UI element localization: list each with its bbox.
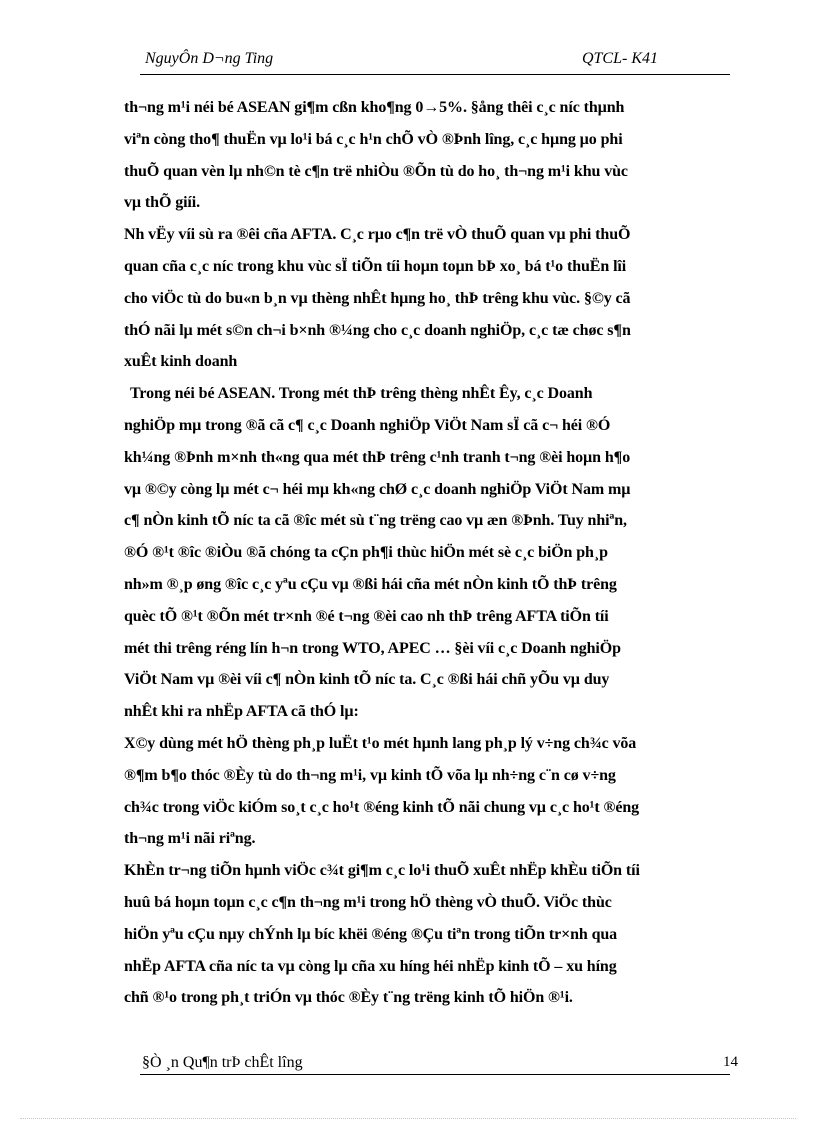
body-line: huû bá hoµn toµn c¸c c¶n th¬ng m¹i trong hÖ thèng vÒ thuÕ. ViÖc thùc xyxy=(124,893,612,911)
footer-title: §Ò ¸n Qu¶n trÞ chÊt lîng xyxy=(142,1054,303,1071)
body-line: th¬ng m¹i néi bé ASEAN gi¶m cßn kho¶ng 0→5%. §ång thêi c¸c níc thµnh xyxy=(124,99,625,116)
body-line: ®Ó ®¹t ®îc ®iÒu ®ã chóng ta cÇn ph¶i thùc hiÖn mét sè c¸c biÖn ph¸p xyxy=(124,544,608,562)
body-line: xuÊt kinh doanh xyxy=(124,353,238,371)
page-number: 14 xyxy=(723,1054,738,1070)
body-line: c¶ nÒn kinh tÕ níc ta cã ®îc mét sù t¨ng trëng cao vµ æn ®Þnh. Tuy nhiªn, xyxy=(124,512,627,530)
body-line: quan cña c¸c níc trong khu vùc sÏ tiÕn tíi hoµn toµn bÞ xo¸ bá t¹o thuËn lîi xyxy=(124,257,627,275)
header-class-code: QTCL- K41 xyxy=(581,50,658,67)
body-line: ch¾c trong viÖc kiÓm so¸t c¸c ho¹t ®éng kinh tÕ nãi chung vµ c¸c ho¹t ®éng xyxy=(124,798,640,816)
page-edge-divider xyxy=(20,1118,796,1119)
page-footer xyxy=(140,1052,738,1075)
body-line: X©y dùng mét hÖ thèng ph¸p luËt t¹o mét hµnh lang ph¸p lý v÷ng ch¾c võa xyxy=(124,734,637,752)
page-header xyxy=(140,50,730,75)
body-line: chñ ®¹o trong ph¸t triÓn vµ thóc ®Èy t¨ng trëng kinh tÕ hiÖn ®¹i. xyxy=(124,989,573,1007)
body-line: cho viÖc tù do bu«n b¸n vµ thèng nhÊt hµng ho¸ thÞ trêng khu vùc. §©y cã xyxy=(124,289,631,307)
header-author: NguyÔn D¬ng Ting xyxy=(145,50,274,67)
body-line: Nh vËy víi sù ra ®êi cña AFTA. C¸c rµo c¶n trë vÒ thuÕ quan vµ phi thuÕ xyxy=(124,226,631,244)
body-line: th¬ng m¹i nãi riªng. xyxy=(124,830,256,848)
body-text xyxy=(124,92,760,1014)
body-line: nhÊt khi ra nhËp AFTA cã thÓ lµ: xyxy=(124,703,359,721)
body-line: nh»m ®¸p øng ®îc c¸c yªu cÇu vµ ®ßi hái cña mét nÒn kinh tÕ thÞ trêng xyxy=(124,575,617,593)
body-line: thuÕ quan vèn lµ nh©n tè c¶n trë nhiÒu ®Õn tù do ho¸ th¬ng m¹i khu vùc xyxy=(124,162,628,180)
body-line: nhËp AFTA cña níc ta vµ còng lµ cña xu híng héi nhËp kinh tÕ – xu híng xyxy=(124,957,617,975)
body-line: nghiÖp mµ trong ®ã cã c¶ c¸c Doanh nghiÖp ViÖt Nam sÏ cã c¬ héi ®Ó xyxy=(124,416,611,434)
body-line: kh¼ng ®Þnh m×nh th«ng qua mét thÞ trêng c¹nh tranh t¬ng ®èi hoµn h¶o xyxy=(124,448,631,466)
body-line: quèc tÕ ®¹t ®Õn mét tr×nh ®é t¬ng ®èi cao nh thÞ trêng AFTA tiÕn tíi xyxy=(124,607,609,625)
body-line: KhÈn tr¬ng tiÕn hµnh viÖc c¾t gi¶m c¸c lo¹i thuÕ xuÊt nhËp khÈu tiÕn tíi xyxy=(124,862,640,880)
body-line: ViÖt Nam vµ ®èi víi c¶ nÒn kinh tÕ níc ta. C¸c ®ßi hái chñ yÕu vµ duy xyxy=(124,671,610,689)
body-line: vµ ®©y còng lµ mét c¬ héi mµ kh«ng chØ c¸c doanh nghiÖp ViÖt Nam mµ xyxy=(124,480,631,498)
body-line: viªn còng tho¶ thuËn vµ lo¹i bá c¸c h¹n chÕ vÒ ®Þnh lîng, c¸c hµng µo phi xyxy=(124,130,623,148)
body-line: thÓ nãi lµ mét s©n ch¬i b×nh ®¼ng cho c¸c doanh nghiÖp, c¸c tæ chøc s¶n xyxy=(124,321,631,339)
body-line: hiÖn yªu cÇu nµy chÝnh lµ bíc khëi ®éng ®Çu tiªn trong tiÕn tr×nh qua xyxy=(124,925,618,943)
body-line: ®¶m b¶o thóc ®Èy tù do th¬ng m¹i, vµ kinh tÕ võa lµ nh÷ng c¨n cø v÷ng xyxy=(124,766,616,784)
body-line: Trong néi bé ASEAN. Trong mét thÞ trêng thèng nhÊt Êy, c¸c Doanh xyxy=(130,385,593,403)
body-line: vµ thÕ giíi. xyxy=(124,194,201,212)
body-line: mét thi trêng réng lín h¬n trong WTO, APEC … §èi víi c¸c Doanh nghiÖp xyxy=(124,639,621,657)
